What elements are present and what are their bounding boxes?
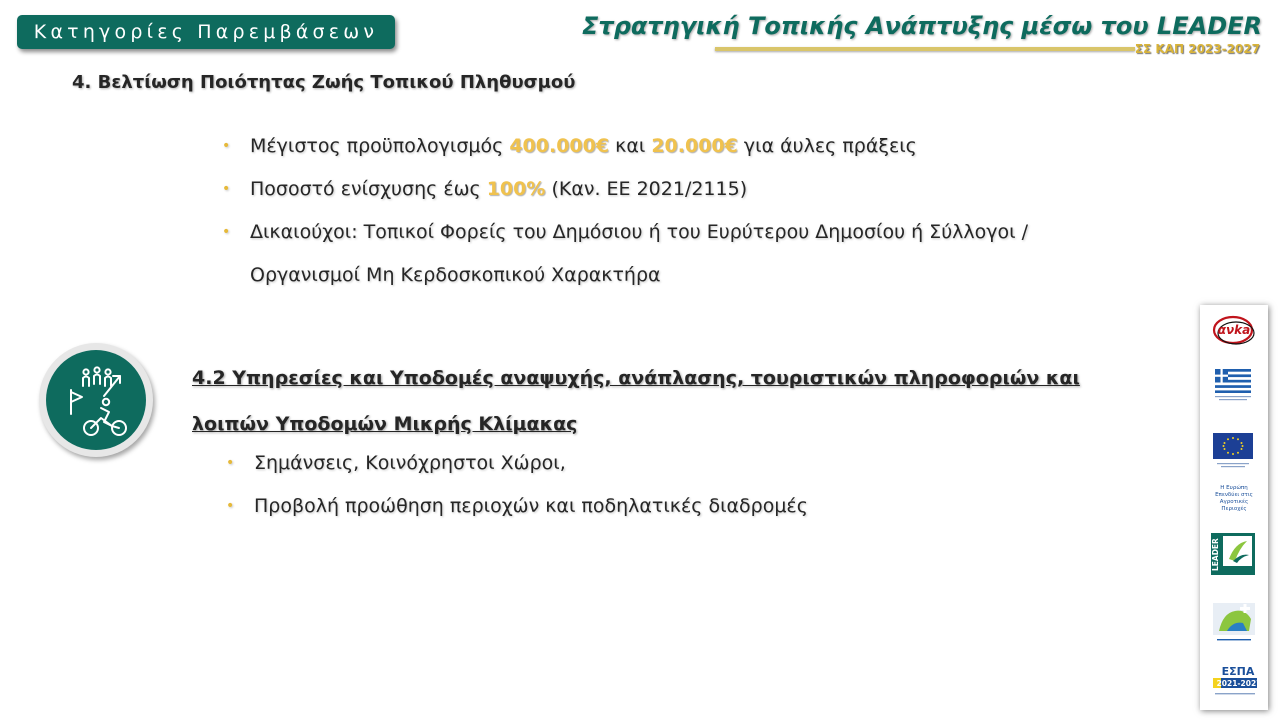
eu-flag-logo	[1209, 431, 1259, 471]
section-title: 4. Βελτίωση Ποιότητας Ζωής Τοπικού Πληθυσμού	[72, 72, 576, 93]
bullet-dot: •	[222, 181, 231, 197]
bullet-support-rate: • Ποσοστό ενίσχυσης έως 100% (Καν. ΕΕ 2021/2115)	[222, 168, 1102, 211]
subsection-bullets	[226, 442, 1026, 528]
header-subtitle: ΣΣ ΚΑΠ 2023-2027	[1134, 42, 1260, 56]
bullet-budget: • Μέγιστος προϋπολογισμός 400.000€ και 20.000€ για άυλες πράξεις	[222, 125, 1102, 168]
greek-flag-logo	[1209, 367, 1259, 405]
budget-max-value: 400.000€	[509, 135, 610, 157]
espa-logo	[1209, 663, 1259, 701]
logos-panel	[1200, 305, 1268, 710]
bullet-promotion: • Προβολή προώθηση περιοχών και ποδηλατικές διαδρομές	[226, 485, 1026, 528]
bullet-signage: • Σημάνσεις, Κοινόχρηστοι Χώροι,	[226, 442, 1026, 485]
bullet-dot: •	[226, 455, 235, 471]
svg-text:LEADER: LEADER	[1211, 538, 1220, 571]
recreation-cycling-icon	[46, 350, 146, 450]
bullet-dot: •	[222, 224, 231, 240]
bullet-dot: •	[226, 498, 235, 514]
budget-intangible-value: 20.000€	[651, 135, 738, 157]
eu-investment-text: Η Ευρώπη Επενδύει στις Αγροτικές Περιοχές	[1215, 485, 1253, 512]
category-badge: Κατηγορίες Παρεμβάσεων	[17, 15, 395, 49]
svg-text:ΕΣΠΑ: ΕΣΠΑ	[1221, 665, 1255, 678]
leader-logo	[1209, 531, 1259, 577]
anka-logo	[1209, 313, 1259, 347]
header-title: Στρατηγική Τοπικής Ανάπτυξης μέσω του LEADER	[581, 12, 1262, 40]
subsection-title: 4.2 Υπηρεσίες και Υποδομές αναψυχής, ανάπλασης, τουριστικών πληροφοριών και λοιπών Υποδομών Μικρής Κλίμακας	[192, 367, 1080, 435]
bullet-beneficiaries: • Δικαιούχοι: Τοπικοί Φορείς του Δημόσιου ή του Ευρύτερου Δημοσίου ή Σύλλογοι / Οργανισμοί Μη Κερδοσκοπικού Χαρακτήρα	[222, 211, 1102, 297]
recreation-icon-circle	[39, 343, 153, 457]
svg-text:2021-2027: 2021-2027	[1216, 679, 1259, 688]
section-bullets	[222, 125, 1102, 297]
svg-text:ανka: ανka	[1217, 323, 1251, 337]
bullet-dot: •	[222, 138, 231, 154]
support-rate-value: 100%	[486, 178, 546, 200]
header-rule	[715, 47, 1135, 51]
cap-logo	[1209, 601, 1259, 645]
